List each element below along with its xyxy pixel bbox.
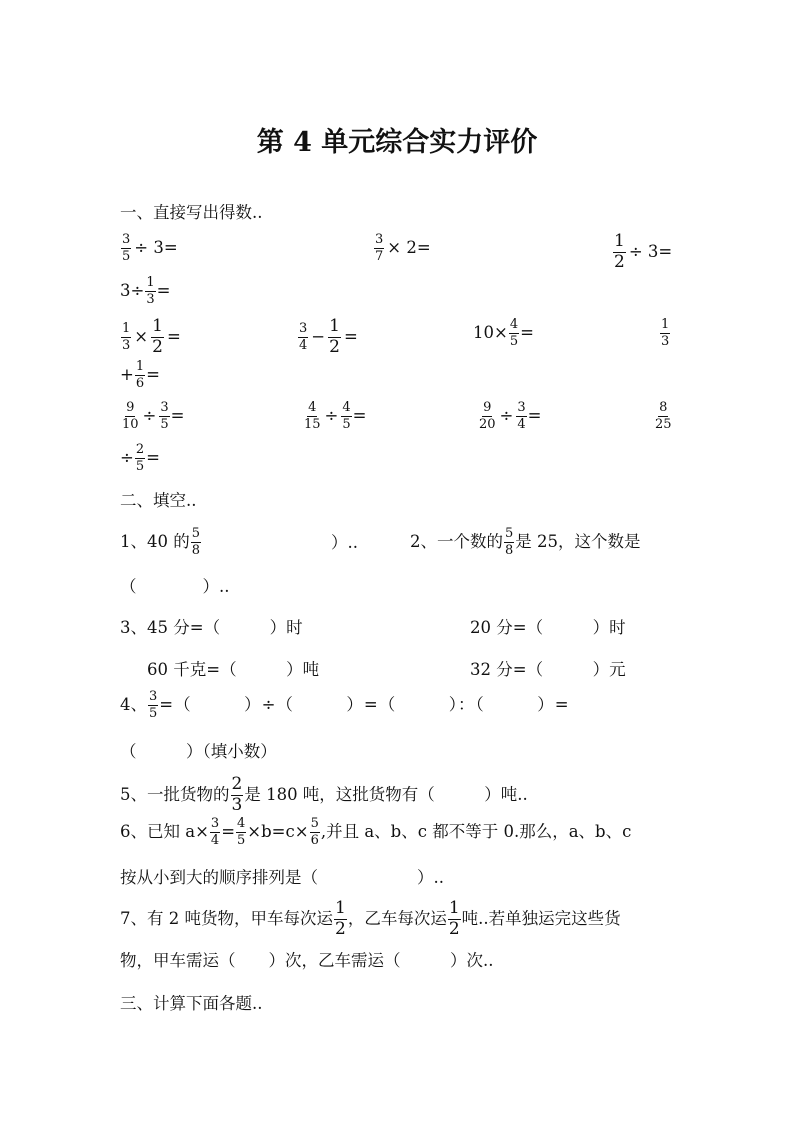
problem-10: $\frac{4}{15}$ ÷ $\frac{4}{5}$ =	[304, 400, 367, 432]
fill-problem-4-line-2: （ ）（填小数）	[120, 742, 277, 761]
fill-problem-2-answer: （ ）..	[120, 577, 230, 596]
problem-6: $\frac{3}{4}$ − $\frac{1}{2}$ =	[299, 316, 358, 357]
problem-11: $\frac{9}{20}$ ÷ $\frac{3}{4}$ =	[479, 400, 542, 432]
fraction: $\frac{1}{3}$	[122, 321, 131, 353]
fill-problem-3a: 3、45 分=（ ）时	[120, 618, 303, 637]
problem-8-part-1	[659, 318, 671, 348]
fill-problem-6: 6、已知 a× $\frac{3}{4}$ = $\frac{4}{5}$ ×b=c× $\frac{5}{6}$ ,并且 a、b、c 都不等于 0.那么，a、b、c	[120, 816, 632, 848]
fraction: $\frac{9}{10}$	[122, 400, 139, 432]
fraction: $\frac{1}{2}$	[329, 316, 340, 357]
fraction: $\frac{9}{20}$	[479, 400, 496, 432]
fraction: $\frac{4}{5}$	[342, 400, 351, 432]
fill-problem-6-line-2: 按从小到大的顺序排列是（ ）..	[120, 868, 444, 887]
fraction: $\frac{3}{4}$	[517, 400, 526, 432]
problem-1: $\frac{3}{5}$ ÷ 3=	[122, 232, 178, 264]
fill-problem-4: 4、 $\frac{3}{5}$ =（ ）÷（ ）=（ ）：（ ）=	[120, 689, 570, 721]
section-3-heading: 三、计算下面各题..	[120, 994, 263, 1013]
problem-12-part-2: ÷ $\frac{2}{5}$ =	[120, 442, 160, 474]
fill-problem-1: 1、40 的 $\frac{5}{8}$	[120, 526, 201, 558]
fraction: $\frac{1}{3}$	[661, 317, 670, 349]
fill-problem-3d: 32 分=（ ）元	[470, 660, 626, 679]
fill-problem-3b: 20 分=（ ）时	[470, 618, 626, 637]
fraction: $\frac{4}{5}$	[509, 317, 519, 349]
fill-problem-1-close: ）..	[331, 533, 358, 552]
fraction: $\frac{3}{5}$	[122, 232, 131, 264]
problem-9: $\frac{9}{10}$ ÷ $\frac{3}{5}$ =	[122, 400, 185, 432]
fill-problem-7-line-2: 物，甲车需运（ ）次，乙车需运（ ）次..	[120, 951, 494, 970]
problem-3: $\frac{1}{2}$ ÷ 3=	[614, 231, 673, 272]
fraction: $\frac{5}{8}$	[191, 526, 201, 558]
fraction: $\frac{3}{7}$	[375, 232, 384, 264]
problem-5: $\frac{1}{3}$ × $\frac{1}{2}$ =	[122, 316, 181, 357]
fill-problem-7: 7、有 2 吨货物，甲车每次运 $\frac{1}{2}$ ，乙车每次运 $\frac{1}{2}$ 吨..若单独运完这些货	[120, 898, 621, 939]
page-title: 第 4 单元综合实力评价	[256, 127, 538, 158]
fraction: $\frac{3}{5}$	[160, 400, 169, 432]
fraction: $\frac{4}{15}$	[304, 400, 321, 432]
fraction: $\frac{5}{6}$	[310, 816, 319, 848]
problem-7: 10× $\frac{4}{5}$ =	[473, 317, 534, 349]
fraction: $\frac{1}{3}$	[146, 275, 155, 307]
fraction: $\frac{3}{4}$	[210, 816, 220, 848]
problem-12-part-1	[653, 401, 674, 431]
fraction: $\frac{5}{8}$	[505, 526, 514, 558]
section-2-heading: 二、填空..	[120, 491, 197, 510]
fraction: $\frac{3}{5}$	[149, 689, 158, 721]
fraction: $\frac{1}{2}$	[448, 898, 460, 939]
fraction: $\frac{1}{2}$	[614, 231, 625, 272]
section-1-heading: 一、直接写出得数..	[120, 203, 263, 222]
fraction: $\frac{1}{6}$	[135, 359, 145, 391]
fill-problem-3c: 60 千克=（ ）吨	[147, 660, 320, 679]
fraction: $\frac{2}{5}$	[135, 442, 145, 474]
fill-problem-5: 5、一批货物的 $\frac{2}{3}$ 是 180 吨，这批货物有（ ）吨..	[120, 774, 528, 815]
fraction: $\frac{2}{3}$	[231, 774, 243, 815]
fraction: $\frac{1}{2}$	[152, 316, 163, 357]
fill-problem-2: 2、一个数的 $\frac{5}{8}$ 是 25，这个数是	[410, 526, 641, 558]
fraction: $\frac{4}{5}$	[237, 816, 246, 848]
fraction: $\frac{8}{25}$	[655, 400, 672, 432]
fraction: $\frac{1}{2}$	[335, 898, 346, 939]
fraction: $\frac{3}{4}$	[299, 321, 308, 353]
problem-8-part-2: + $\frac{1}{6}$ =	[120, 359, 160, 391]
problem-2: $\frac{3}{7}$ × 2=	[375, 232, 431, 264]
problem-4: 3÷ $\frac{1}{3}$ =	[120, 275, 171, 307]
